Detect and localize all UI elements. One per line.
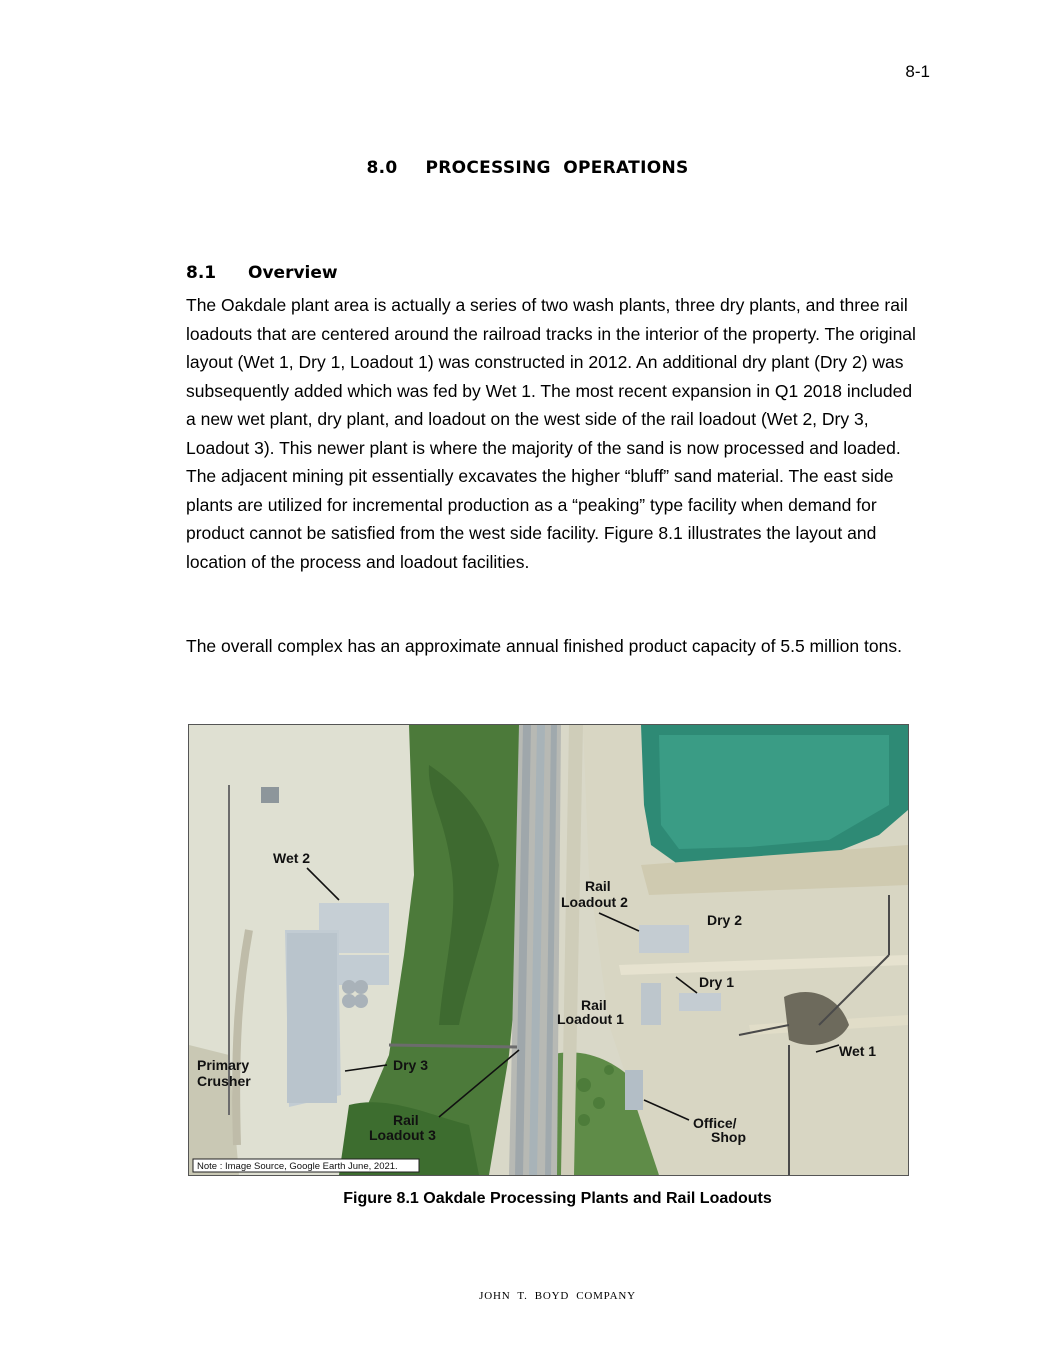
label-rail-loadout-1-line2: Loadout 1 (557, 1011, 624, 1027)
capacity-paragraph: The overall complex has an approximate annual finished product capacity of 5.5 million tons. (186, 636, 902, 656)
chapter-heading (0, 158, 1055, 178)
section-number: 8.1 (186, 263, 217, 283)
page-number: 8-1 (905, 62, 930, 81)
label-dry-1: Dry 1 (699, 974, 735, 990)
label-primary-crusher-line1: Primary (197, 1057, 250, 1073)
label-wet-1: Wet 1 (839, 1043, 877, 1059)
label-dry-3: Dry 3 (393, 1057, 429, 1073)
label-rail-loadout-1-line1: Rail (581, 997, 607, 1013)
label-rail-loadout-3-line1: Rail (393, 1112, 419, 1128)
image-source-note: Note : Image Source, Google Earth June, 2021. (197, 1161, 398, 1172)
label-office-shop-line2: Shop (711, 1129, 746, 1145)
figure-caption: Figure 8.1 Oakdale Processing Plants and Rail Loadouts (343, 1190, 772, 1207)
overview-paragraph: The Oakdale plant area is actually a series of two wash plants, three dry plants, and three rail loadouts that are centered around the railroad tracks in the interior of the property. The original layout (Wet 1, Dry 1, Loadout 1) was constructed in 2012. An additional dry plant (Dry 2) was subsequently added which was fed by Wet 1. The most recent expansion in Q1 2018 included a new wet plant, dry plant, and loadout on the west side of the rail loadout (Wet 2, Dry 3, Loadout 3). This newer plant is where the majority of the sand is now processed and loaded. The adjacent mining pit essentially excavates the higher “bluff” sand material. The east side plants are utilized for incremental production as a “peaking” type facility when demand for product cannot be satisfied from the west side facility. Figure 8.1 illustrates the layout and location of the process and loadout facilities. (186, 295, 916, 572)
section-heading (186, 263, 338, 283)
label-rail-loadout-3-line2: Loadout 3 (369, 1127, 436, 1143)
label-rail-loadout-2-line2: Loadout 2 (561, 894, 628, 910)
aerial-image (189, 725, 908, 1175)
page-footer: JOHN T. BOYD COMPANY (479, 1290, 636, 1302)
aerial-site-map (188, 724, 909, 1176)
label-office-shop-line1: Office/ (693, 1115, 737, 1131)
section-title: Overview (248, 263, 338, 283)
label-rail-loadout-2-line1: Rail (585, 878, 611, 894)
chapter-title: PROCESSING OPERATIONS (425, 158, 689, 178)
label-primary-crusher-line2: Crusher (197, 1073, 251, 1089)
label-dry-2: Dry 2 (707, 912, 743, 928)
chapter-number: 8.0 (366, 158, 398, 178)
label-wet-2: Wet 2 (273, 850, 311, 866)
